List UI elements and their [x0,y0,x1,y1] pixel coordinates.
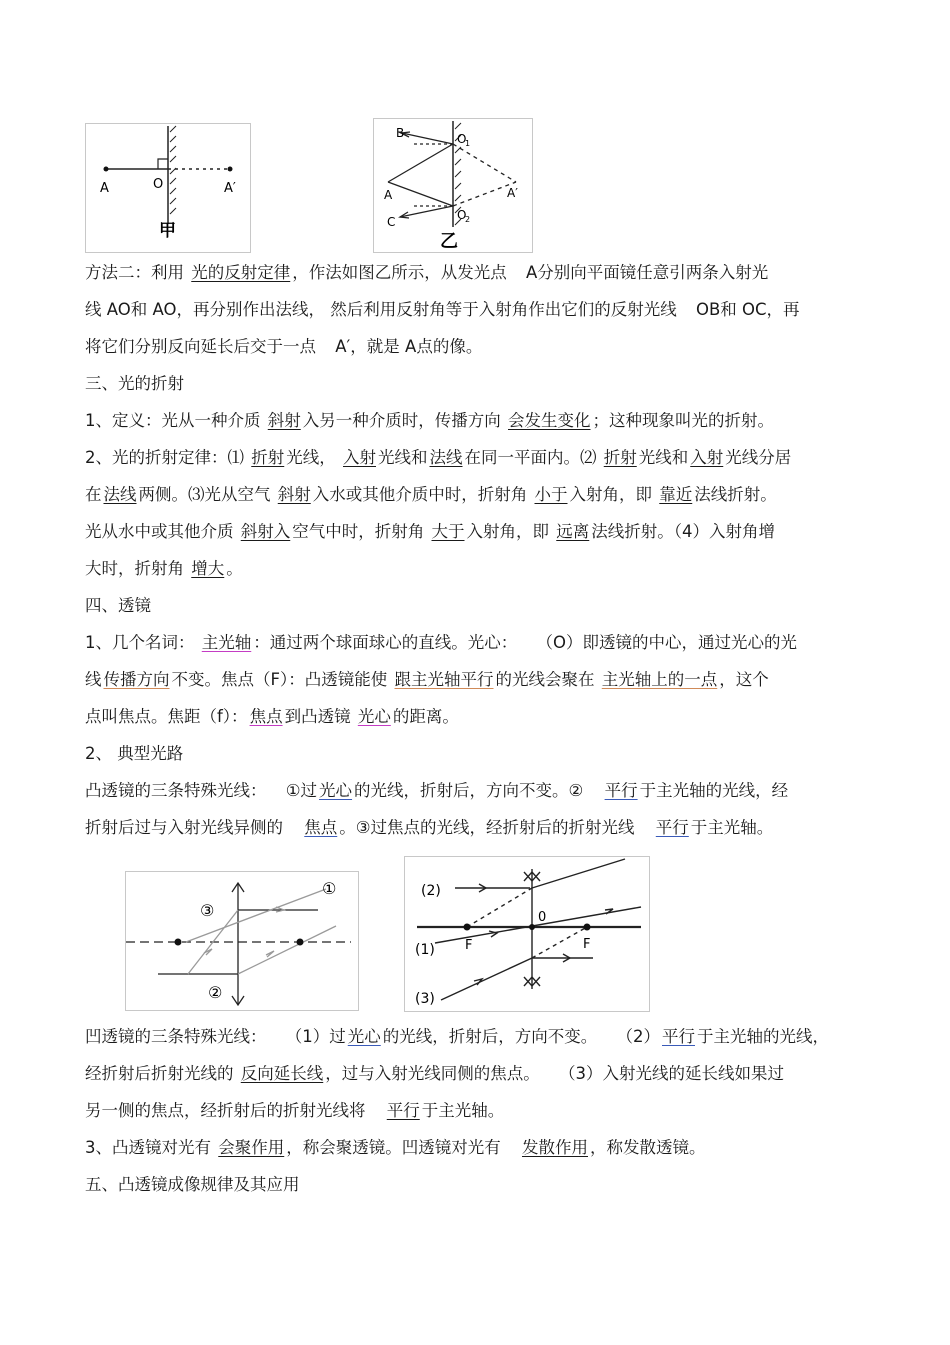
refraction-law-line-3: 光从水中或其他介质 斜射入 空气中时，折射角 大于 入射角，即 远离 法线折射。（4）入射角增 [85,522,775,541]
focus-right [584,924,591,931]
label-3: ③ [200,901,215,920]
section-4-heading: 四、透镜 [85,596,151,615]
label-3: (3) [415,991,435,1007]
label-f-right: F [583,937,591,952]
caption-yi: 乙 [440,231,458,252]
label-o: O [153,177,164,192]
terms-line-1: 1、几个名词： 主光轴 ：通过两个球面球心的直线。光心： （O）即透镜的中心，通过光心的光 [85,633,797,652]
concave-rays-line-2: 经折射后折射光线的 反向延长线 ，过与入射光线同侧的焦点。 （3）入射光线的延长线如果过 [85,1064,784,1083]
method-two-line-3: 将它们分别反向延长后交于一点 A′，就是 A点的像。 [85,337,483,356]
focus-left [175,939,182,946]
reflected-ray-oc [400,206,453,217]
focus-left [464,924,471,931]
ray-2-refracted [238,926,336,974]
ray-2-back-extension [467,888,532,927]
label-1: ① [322,879,337,898]
concave-rays-line-1: 凹透镜的三条特殊光线： （1）过 光心 的光线，折射后，方向不变。 （2） 平行 于主光轴的光线， [85,1027,829,1046]
optical-center [529,924,535,930]
convex-rays-line-2: 折射后过与入射光线异侧的 焦点 。③过焦点的光线，经折射后的折射光线 平行 于主光轴。 [85,818,774,837]
blank-reflection-law: 光的反射定律 [191,263,291,282]
terms-line-2: 线 传播方向 不变。焦点（F）：凸透镜能使 跟主光轴平行 的光线会聚在 主光轴上的一点 ，这个 [85,670,769,689]
figure-concave-lens [404,856,650,1012]
ray-2-arrow [266,951,274,957]
ray-3-incident [441,958,532,1000]
blank-change: 会发生变化 [508,411,591,430]
ray-3-arrow [204,949,212,955]
method-two-line-1: 方法二：利用 光的反射定律 ，作法如图乙所示，从发光点 A分别向平面镜任意引两条入射光 [85,263,769,282]
point-a-prime-dot [228,167,233,172]
label-o1: O [457,132,467,146]
label-o2-sub: 2 [465,215,471,224]
focus-right [297,939,304,946]
label-a: A [100,181,109,196]
label-a-prime: A′ [507,186,518,200]
convex-rays-line-1: 凸透镜的三条特殊光线： ①过 光心 的光线，折射后，方向不变。② 平行 于主光轴的光线，经 [85,781,789,800]
terms-line-3: 点叫焦点。焦距（f）： 焦点 到凸透镜 光心 的距离。 [85,707,459,726]
label-2: (2) [421,883,441,899]
typical-light-path-heading: 2、 典型光路 [85,744,184,763]
refraction-law-line-4: 大时，折射角 增大 。 [85,559,243,578]
label-a: A [384,188,393,202]
section-3-heading: 三、光的折射 [85,374,184,393]
refraction-definition: 1、定义：光从一种介质 斜射 入另一种介质时，传播方向 会发生变化 ；这种现象叫光的折射。 [85,411,774,430]
label-b: B [396,126,405,140]
point-a-dot [104,167,109,172]
label-f-left: F [465,938,473,953]
label-c: C [387,215,396,229]
label-o2: O [457,208,467,222]
refraction-law-line-2: 在 法线 两侧。⑶光从空气 斜射 入水或其他介质中时，折射角 小于 入射角，即 靠近 法线折射。 [85,485,777,504]
method-two-line-2: 线 AO和 AO，再分别作出法线， 然后利用反射角等于入射角作出它们的反射光线 OB和 OC，再 [85,300,800,319]
reflected-ray-ob [402,133,453,144]
figure-yi [373,118,533,253]
incident-ray-lower [388,182,453,206]
label-2: ② [208,983,223,1002]
right-angle-mark [158,159,168,169]
caption-jia: 甲 [159,221,176,241]
figure-jia [85,123,251,253]
lens-effect-line: 3、凸透镜对光有 会聚作用 ，称会聚透镜。凹透镜对光有 发散作用 ，称发散透镜。 [85,1138,706,1157]
label-a-prime: A′ [224,181,236,196]
ray-3-extension [532,927,587,958]
concave-rays-line-3: 另一侧的焦点，经折射后的折射光线将 平行 于主光轴。 [85,1101,505,1120]
section-5-heading: 五、凸透镜成像规律及其应用 [85,1175,300,1194]
figure-convex-lens [125,871,359,1011]
label-o1-sub: 1 [465,139,471,148]
mirror-hatching [170,126,176,214]
refraction-law-line-1: 2、光的折射定律：⑴ 折射 光线， 入射 光线和 法线 在同一平面内。⑵ 折射 光线和 入射 光线分居 [85,448,792,467]
label-1: (1) [415,942,435,958]
text-block-1 [85,254,875,846]
ray-2-refracted [532,859,625,888]
blank-oblique: 斜射 [267,411,301,430]
label-o: 0 [538,910,547,925]
text-block-2 [85,1018,875,1203]
incident-ray-upper [388,144,453,182]
extension-upper [453,144,516,182]
